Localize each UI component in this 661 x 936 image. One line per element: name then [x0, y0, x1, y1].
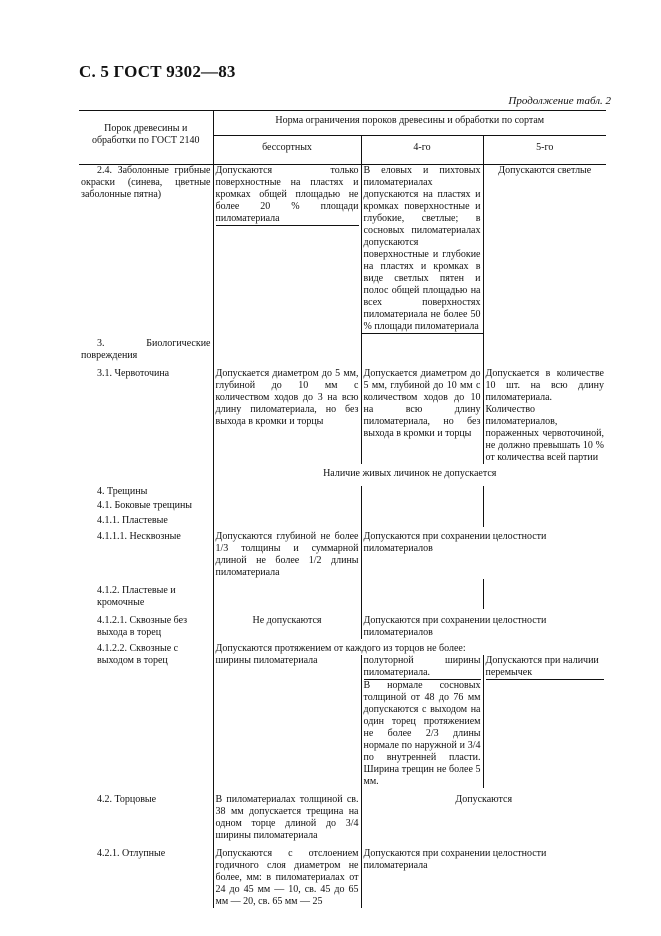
table-row [79, 498, 606, 512]
row-norm-unsorted [213, 165, 361, 334]
row-norm-grade4: В еловых и пихтовых пиломатериалах допускаются на пластях и кромках поверхностные и глубокие, светлые; в сосновых пиломатериалах допускаются поверхностные и глубокие на пластях и кромках в виде светлых пятен и полос общей площадью на всех поверхностях пиломатериала не более 50 % площади пиломатериала [361, 165, 483, 334]
page-header: С. 5 ГОСТ 9302—83 [79, 62, 236, 81]
row-defect: 4.1. Боковые трещины [97, 499, 193, 511]
table-row [79, 842, 606, 908]
row-defect: 4.2.1. Отлупные [97, 847, 166, 859]
cell-text: толщины и суммарной длиной не более [215, 542, 359, 566]
cell-text: длины нормале по наружной и [363, 727, 481, 751]
row-norm-unsorted: Допускается диаметром до 5 мм, глубиной до 10 мм с количеством ходов до 3 на всю длину пиломатериала, но без выхода в кромки и торцы [213, 362, 361, 464]
table-row [79, 512, 606, 527]
table-row [79, 165, 606, 334]
row-norm-grade4 [361, 655, 483, 788]
header-norm-group: Норма ограничения пороков древесины и обработки по сортам [213, 111, 606, 136]
row-norm-grade4-5: Допускаются при сохранении целостности пиломатериалов [361, 527, 606, 579]
table-row [79, 334, 606, 362]
row-defect: 3. Биологические повреждения [81, 337, 211, 361]
cell-text: В пиломатериалах толщиной св. 38 мм допускается трещина на одном торце длиной до [215, 793, 359, 829]
row-norm-grade4: Допускается диаметром до 5 мм, глубиной до 10 мм с количеством ходов до 10 на всю длину пиломатериала, но без выхода в кромки и торцы [361, 362, 483, 464]
row-norm-grade4-5: Допускаются при сохранении целостности пиломатериалов [361, 609, 606, 639]
table-row [79, 639, 606, 655]
cell-text: по внутренней пласти. Ширина трещин не более 5 мм. [363, 751, 481, 787]
cell-text: В нормале сосновых толщиной от 48 до 76 мм допускаются с выходом на один торец протяжением не более [363, 679, 481, 739]
table-row [79, 486, 606, 498]
row-defect: 3.1. Червоточина [97, 367, 170, 379]
row-norm-unsorted: Допускаются с отслоением годичного слоя диаметром не более, мм: в пиломатериалах от 24 до 45 мм — 10, св. 45 до 65 мм — 20, св. 65 мм — 25 [213, 842, 361, 908]
row-defect: 4. Трещины [97, 485, 148, 497]
row-defect: 4.2. Торцовые [97, 793, 157, 805]
cell-text: длины пиломатериала [215, 554, 359, 578]
row-defect: 4.1.2.2. Сквозные с выходом в торец [97, 642, 179, 666]
table-row [79, 527, 606, 579]
table-row [79, 464, 606, 486]
cell-text: Допускаются при наличии перемычек [486, 655, 605, 680]
defect-norms-table [79, 110, 606, 908]
fraction: 1/3 [215, 542, 229, 554]
row-defect: 4.1.1. Пластевые [97, 514, 168, 526]
row-norm-grade4-5: Допускаются [361, 788, 606, 842]
row-defect: 4.1.2. Пластевые и кромочные [97, 584, 176, 608]
row-norm-grade4-5: Допускаются при сохранении целостности пиломатериала [361, 842, 606, 908]
row-norm-grade5: Допускается в количестве 10 шт. на всю длину пиломатериала. Количество пиломатериалов, пораженных червоточиной, не должно превышать 10 % от количества всей партии [483, 362, 606, 464]
header-grade-4: 4-го [361, 136, 483, 165]
fraction: 3/4 [467, 739, 481, 751]
fraction: 1/2 [308, 554, 322, 566]
table-row [79, 609, 606, 639]
row-note-spanning: Наличие живых личинок не допускается [213, 464, 606, 486]
header-grade-unsorted: бессортных [213, 136, 361, 165]
cell-text: Допускаются глубиной не более [215, 530, 359, 542]
header-grade-5: 5-го [483, 136, 606, 165]
row-defect: 4.1.2.1. Сквозные без выхода в торец [97, 614, 188, 638]
row-defect: 2.4. Заболонные грибные окраски (синева, цветные заболонные пятна) [81, 165, 211, 200]
row-defect: 4.1.1.1. Несквозные [97, 530, 181, 542]
fraction: 3/4 [345, 817, 359, 829]
cell-text: ширины пиломатериала [215, 829, 318, 841]
header-defect: Порок древесины и обработки по ГОСТ 2140 [79, 111, 213, 165]
row-norm-unsorted [213, 788, 361, 842]
row-norm-grade5 [483, 655, 606, 788]
row-norm-unsorted [213, 527, 361, 579]
table-row [79, 579, 606, 609]
row-norm-unsorted: Не допускаются [213, 609, 361, 639]
row-norm-grade5: Допускаются светлые [483, 165, 606, 334]
row-norm-unsorted: ширины пиломатериала [213, 655, 361, 788]
table-row [79, 788, 606, 842]
cell-text: Допускаются только поверхностные на пластях и кромках общей площадью не более 20 % площади пиломатериала [215, 165, 359, 224]
table-row [79, 362, 606, 464]
row-norm-spanning: Допускаются протяжением от каждого из торцов не более: [213, 639, 606, 655]
table-continuation-label: Продолжение табл. 2 [508, 95, 611, 107]
cell-text: полуторной ширины пиломатериала. [363, 654, 481, 678]
fraction: 2/3 [425, 727, 439, 739]
